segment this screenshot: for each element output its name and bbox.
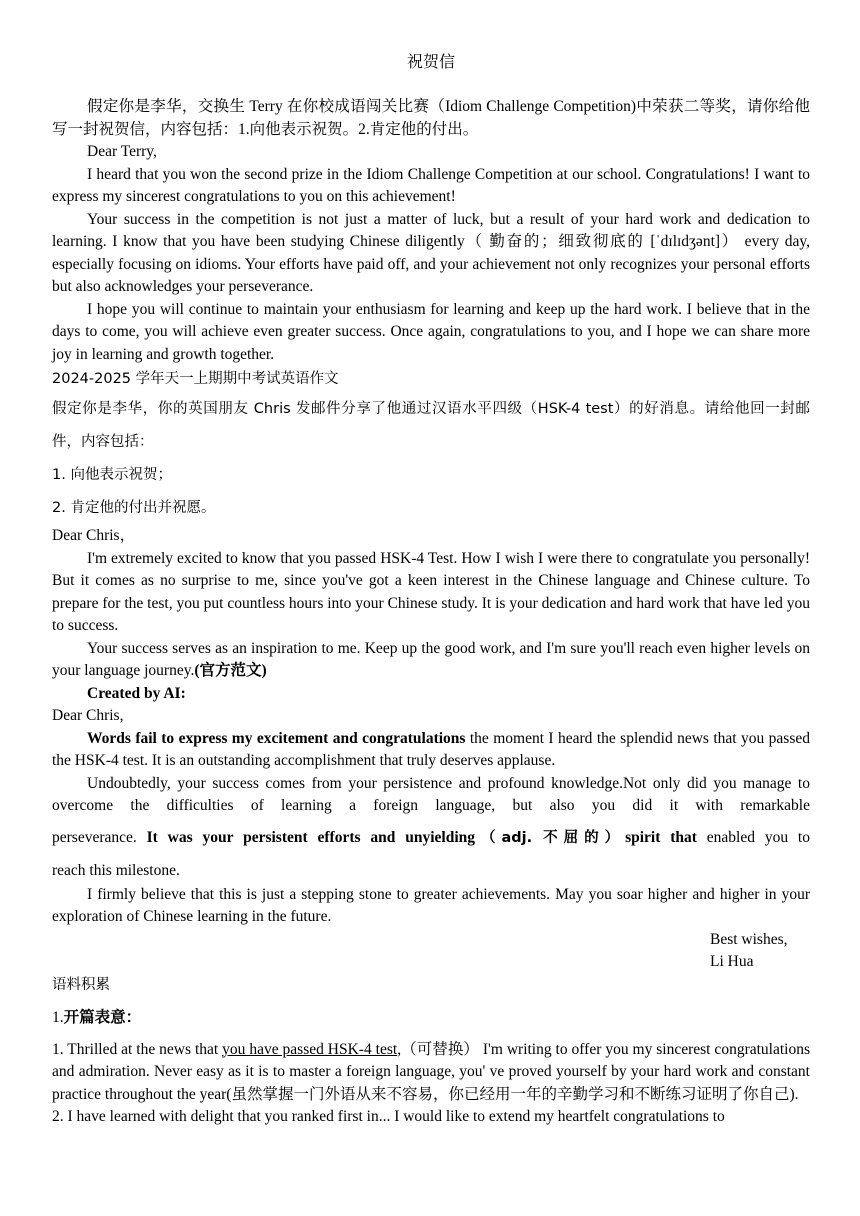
- section1-label: 开篇表意：: [63, 1008, 142, 1026]
- letter1-para-1: I heard that you won the second prize in the Idiom Challenge Competition at our school. Congratulations! I want to express my sincerest congratulations to you on this achievement!: [52, 165, 810, 205]
- letter3-para-1-bold: Words fail to express my excitement and congratulations: [87, 729, 466, 747]
- letter3-signature: Li Hua: [710, 953, 754, 970]
- letter3-para-2-last: reach this milestone.: [52, 861, 180, 879]
- letter3-para-2-line: [52, 818, 810, 858]
- official-sample-tag: (官方范文): [194, 662, 267, 679]
- letter3-para-1-rest: the moment I heard the splendid news that you passed the HSK-4 test. It is an outstanding accomplishment that truly deserves applause.: [52, 729, 811, 769]
- prompt-1: 假定你是李华，交换生 Terry 在你校成语闯关比赛（Idiom Challenge Competition)中荣获二等奖，请你给他写一封祝贺信，内容包括：1.向他表示祝贺。2.肯定他的付出。: [52, 98, 810, 138]
- section1-item-1-post: ,（可替换） I'm writing to offer you my sincerest congratulations and admiration. Never easy as it is to master a foreign language, you' ve proved yourself by your hard work and constant practice throughout the year(虽然掌握一门外语从来不容易，你已经用一年的辛勤学习和不断练习证明了你自己).: [52, 1040, 810, 1103]
- letter1-para-3: I hope you will continue to maintain your enthusiasm for learning and keep up the hard work. I believe that in the days to come, you will achieve even greater success. Once again, congratulations to you, and I hope we can share more joy in learning and growth together.: [52, 300, 810, 363]
- letter3-para-2-text: Undoubtedly, your success comes from your persistence and profound knowledge.Not only did you manage to overcome the difficulties of learning a foreign language, but also you did it with remarkable: [52, 774, 810, 814]
- section1-heading: [52, 1005, 810, 1031]
- prompt-2: 假定你是李华，你的英国朋友 Chris 发邮件分享了他通过汉语水平四级（HSK-4 test）的好消息。请给他回一封邮件，内容包括：: [52, 401, 810, 450]
- letter3-closing: Best wishes,: [710, 930, 788, 948]
- letter3-bold-gloss: （adj. 不屈的）: [475, 829, 626, 846]
- section1-item-1-pre: 1. Thrilled at the news that: [52, 1040, 223, 1058]
- letter2-para-2: [52, 638, 810, 683]
- letter3-para-2-end: enabled you to: [696, 828, 810, 846]
- document-page: [52, 50, 810, 1129]
- letter3-para-2-start: perseverance.: [52, 828, 147, 846]
- letter3-para-3: I firmly believe that this is just a stepping stone to greater achievements. May you soar higher and higher in your exploration of Chinese learning in the future.: [52, 885, 810, 925]
- section1-item-1-underlined: you have passed HSK-4 test: [222, 1040, 398, 1058]
- letter2-para-1: I'm extremely excited to know that you passed HSK-4 Test. How I wish I were there to congratulate you personally! But it comes as no surprise to me, since you've got a keen interest in the Chinese language and Chinese culture. To prepare for the test, you put countless hours into your Chinese study. It is your dedication and hard work that have led you to success.: [52, 549, 810, 634]
- ai-label: Created by AI:: [87, 684, 186, 702]
- document-title: 祝贺信: [406, 54, 455, 71]
- section1-item-2: 2. I have learned with delight that you ranked first in... I would like to extend my heartfelt congratulations to: [52, 1108, 725, 1125]
- letter1-para-2: Your success in the competition is not just a matter of luck, but a result of your hard work and dedication to learning. I know that you have been studying Chinese diligently（ 勤奋的；细致彻底的 [ˈdɪlɪdʒənt]） every day, especially focusing on idioms. Your efforts have paid off, and your achievement not only recognizes your personal efforts but also acknowledges your perseverance.: [52, 210, 810, 295]
- letter3-para-2: [52, 773, 810, 818]
- materials-title: 语料积累: [52, 976, 110, 993]
- letter3-bold-2: spirit that: [625, 828, 697, 846]
- requirement-1: 1. 向他表示祝贺；: [52, 467, 172, 483]
- letter3-para-1: [52, 728, 810, 773]
- section1-item-1: [52, 1039, 810, 1107]
- requirement-2: 2. 肯定他的付出并祝愿。: [52, 500, 216, 516]
- letter2-para-2-text: Your success serves as an inspiration to me. Keep up the good work, and I'm sure you'll reach even higher levels on your language journey.: [52, 639, 810, 679]
- letter2-greeting: Dear Chris，: [52, 527, 136, 544]
- letter3-greeting: Dear Chris,: [52, 707, 124, 724]
- letter1-greeting: Dear Terry,: [87, 143, 157, 160]
- letter3-bold-1: It was your persistent efforts and unyielding: [146, 828, 476, 846]
- section1-number: 1.: [52, 1008, 64, 1026]
- exam-title: 2024-2025 学年天一上期期中考试英语作文: [52, 371, 339, 387]
